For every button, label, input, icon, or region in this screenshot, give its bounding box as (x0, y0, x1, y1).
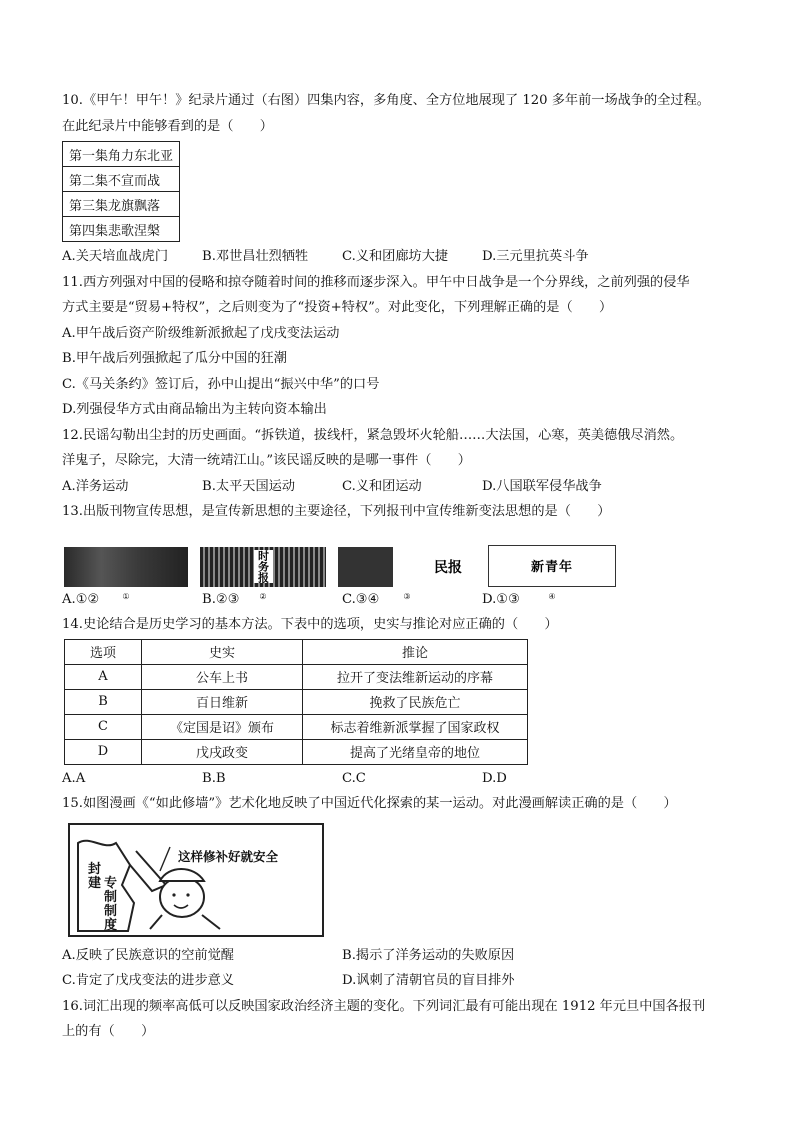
q10-episode-box (62, 141, 180, 242)
q15-stem-1: 15.如图漫画《“如此修墙”》艺术化地反映了中国近代化探索的某一运动。对此漫画解读正确的是（ ） (62, 796, 677, 811)
cell: 拉开了变法维新运动的序幕 (303, 664, 528, 689)
q15-cartoon (68, 823, 324, 937)
header-fact: 史实 (142, 639, 303, 664)
cell: A (65, 664, 142, 689)
q10-stem-2: 在此纪录片中能够看到的是（ ） (62, 118, 273, 134)
header-option: 选项 (65, 639, 142, 664)
table-row (65, 739, 528, 764)
cell: 公车上书 (142, 664, 303, 689)
table-row (65, 664, 528, 689)
newspaper-image-3 (338, 547, 476, 587)
q13-option-c[interactable]: C.③④ (342, 591, 380, 607)
newspaper-image-2 (200, 547, 326, 587)
q14-option-c[interactable]: C.C (342, 770, 366, 786)
q12-option-d[interactable]: D.八国联军侵华战争 (482, 478, 602, 494)
q11-stem-2: 方式主要是“贸易+特权”，之后则变为了“投资+特权”。对此变化，下列理解正确的是（ ） (62, 300, 613, 315)
q11-stem-1: 11.西方列强对中国的侵略和掠夺随着时间的推移而逐步深入。甲午中日战争是一个分界线，之前列强的侵华 (62, 274, 690, 290)
q10-option-a[interactable]: A.关天培血战虎门 (62, 249, 169, 264)
newspaper-image-1 (64, 547, 188, 587)
q14-option-a[interactable]: A.A (62, 770, 86, 786)
table-header-row (65, 639, 528, 664)
q13-option-a[interactable]: A.①② (62, 591, 100, 607)
cell: 《定国是诏》颁布 (142, 714, 303, 739)
cartoon-wall-label-1: 封建 (88, 861, 102, 891)
cell: D (65, 739, 142, 764)
q15-option-c[interactable]: C.肯定了戊戌变法的进步意义 (62, 973, 235, 988)
q15-option-b[interactable]: B.揭示了洋务运动的失败原因 (342, 947, 515, 963)
exam-page (62, 88, 752, 1045)
episode-3: 第三集龙旗飘落 (63, 192, 180, 217)
thumb-number-2: ② (259, 591, 267, 601)
thumb-number-4: ④ (548, 591, 556, 601)
thumb-number-3: ③ (403, 591, 411, 601)
q13-stem-1: 13.出版刊物宣传思想，是宣传新思想的主要途径，下列报刊中宣传维新变法思想的是（ ） (62, 504, 611, 519)
cell: 提高了光绪皇帝的地位 (303, 739, 528, 764)
q12-stem-2: 洋鬼子，尽除完，大清一统靖江山。”该民谣反映的是哪一事件（ ） (62, 453, 471, 468)
newspaper-image-4 (488, 545, 616, 587)
q16-stem-2: 上的有（ ） (62, 1024, 155, 1039)
cell: 百日维新 (142, 689, 303, 714)
q10-options (62, 244, 752, 270)
cell: B (65, 689, 142, 714)
episode-1: 第一集角力东北亚 (63, 142, 180, 167)
q11-option-b[interactable]: B.甲午战后列强掀起了瓜分中国的狂潮 (62, 351, 287, 366)
cell: C (65, 714, 142, 739)
q16-stem-1: 16.词汇出现的频率高低可以反映国家政治经济主题的变化。下列词汇最有可能出现在 1912 年元旦中国各报刊 (62, 998, 706, 1014)
cell: 挽救了民族危亡 (303, 689, 528, 714)
q12-option-a[interactable]: A.洋务运动 (62, 478, 129, 494)
episode-4: 第四集悲歌涅槃 (63, 217, 180, 242)
q15-option-a[interactable]: A.反映了民族意识的空前觉醒 (62, 947, 234, 963)
q14-option-b[interactable]: B.B (202, 770, 226, 786)
q12-options (62, 474, 752, 500)
cell: 标志着维新派掌握了国家政权 (303, 714, 528, 739)
thumb-title-4: 新青年 (530, 560, 573, 575)
header-inference: 推论 (303, 639, 528, 664)
thumb-title-2: 时务报 (254, 550, 273, 583)
cartoon-caption: 这样修补好就安全 (178, 848, 279, 864)
q15-options-row-1 (62, 943, 752, 969)
q10-option-d[interactable]: D.三元里抗英斗争 (482, 249, 589, 264)
table-row (65, 714, 528, 739)
q14-table (64, 639, 528, 765)
q11-option-d[interactable]: D.列强侵华方式由商品输出为主转向资本输出 (62, 402, 327, 417)
q14-options (62, 766, 752, 792)
q14-option-d[interactable]: D.D (482, 770, 507, 786)
q12-option-c[interactable]: C.义和团运动 (342, 478, 422, 494)
q13-option-d[interactable]: D.①③ (482, 591, 520, 607)
episode-2: 第二集不宣而战 (63, 167, 180, 192)
q15-options-row-2 (62, 968, 752, 994)
thumb-title-3: 民报 (434, 559, 462, 576)
cell: 戊戌政变 (142, 739, 303, 764)
q13-option-b[interactable]: B.②③ (202, 591, 240, 607)
q12-stem-1: 12.民谣勾勒出尘封的历史画面。“拆铁道，拔线杆，紧急毁坏火轮船……大法国，心寒，英美德俄尽消然。 (62, 427, 684, 443)
q14-stem-1: 14.史论结合是历史学习的基本方法。下表中的选项，史实与推论对应正确的（ ） (62, 617, 558, 632)
q10-option-c[interactable]: C.义和团廊坊大捷 (342, 249, 449, 264)
thumb-number-1: ① (122, 591, 130, 601)
q11-option-a[interactable]: A.甲午战后资产阶级维新派掀起了戊戌变法运动 (62, 325, 340, 341)
q10-stem-1: 10.《甲午！甲午！》纪录片通过（右图）四集内容，多角度、全方位地展现了 120 多年前一场战争的全过程。 (62, 93, 710, 108)
q12-option-b[interactable]: B.太平天国运动 (202, 478, 296, 494)
q10-option-b[interactable]: B.邓世昌壮烈牺牲 (202, 249, 309, 264)
table-row (65, 689, 528, 714)
q15-option-d[interactable]: D.讽刺了清朝官员的盲目排外 (342, 973, 515, 988)
cartoon-wall-label-2: 专制制度 (104, 875, 118, 933)
q11-option-c[interactable]: C.《马关条约》签订后，孙中山提出“振兴中华”的口号 (62, 376, 380, 392)
